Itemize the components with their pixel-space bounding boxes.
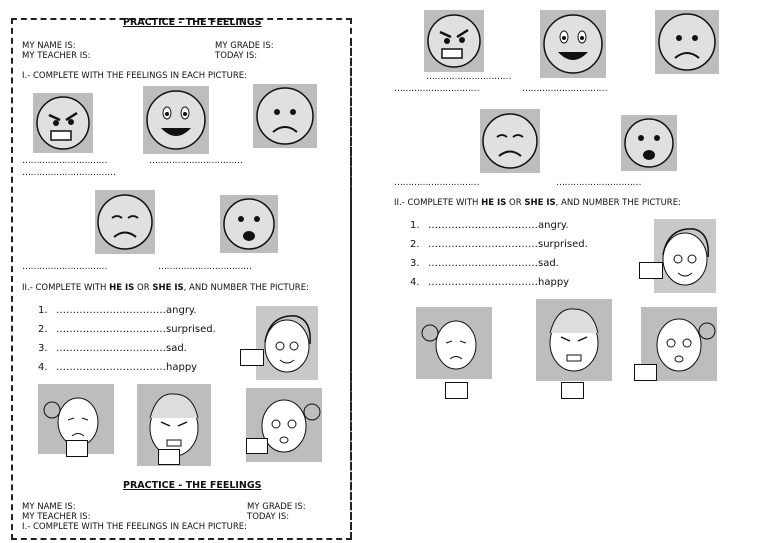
answer-line[interactable]: …………………………… bbox=[56, 305, 166, 316]
answer-line[interactable]: …………………………… bbox=[428, 239, 538, 250]
number-box[interactable] bbox=[561, 382, 584, 399]
number-box[interactable] bbox=[639, 262, 663, 279]
teacher-label: MY TEACHER IS: bbox=[22, 51, 91, 61]
happy-girl-icon bbox=[654, 219, 716, 293]
today-label: TODAY IS: bbox=[247, 512, 290, 522]
happy-face-picture bbox=[540, 10, 606, 78]
teacher-label: MY TEACHER IS: bbox=[22, 512, 91, 522]
angry-face-picture bbox=[33, 93, 93, 153]
answer-line[interactable]: ………………………… bbox=[426, 72, 511, 82]
today-label: TODAY IS: bbox=[215, 51, 258, 61]
answer-line[interactable]: ………………………… bbox=[394, 84, 479, 94]
bottom-worksheet-title: PRACTICE - THE FEELINGS bbox=[123, 480, 262, 491]
sad-face-icon bbox=[480, 109, 540, 173]
surprised-face-icon bbox=[621, 115, 677, 171]
section1-heading: I.- COMPLETE WITH THE FEELINGS IN EACH PICTURE: bbox=[22, 71, 247, 81]
surprised-face-picture bbox=[621, 115, 677, 171]
answer-line[interactable]: …………………………… bbox=[158, 262, 252, 272]
number-box[interactable] bbox=[158, 449, 180, 465]
number-box[interactable] bbox=[246, 438, 268, 454]
surprised-face-picture bbox=[220, 195, 278, 253]
answer-line[interactable]: …………………………… bbox=[56, 362, 166, 373]
name-label: MY NAME IS: bbox=[22, 41, 76, 51]
answer-line[interactable]: ………………………… bbox=[22, 156, 107, 166]
answer-line[interactable]: …………………………… bbox=[428, 277, 538, 288]
section1-heading: I.- COMPLETE WITH THE FEELINGS IN EACH PICTURE: bbox=[22, 522, 247, 532]
exercise-item: 4. ……………………………happy bbox=[410, 277, 570, 288]
angry-face-icon bbox=[33, 93, 93, 153]
answer-line[interactable]: …………………………… bbox=[22, 168, 116, 178]
answer-line[interactable]: ………………………… bbox=[22, 262, 107, 272]
section2-heading: II.- COMPLETE WITH HE IS OR SHE IS, AND NUMBER THE PICTURE: bbox=[394, 198, 681, 208]
angry-face-picture bbox=[424, 10, 484, 72]
sad-face-icon bbox=[655, 10, 719, 74]
answer-line[interactable]: …………………………… bbox=[428, 220, 538, 231]
number-box[interactable] bbox=[634, 364, 657, 381]
exercise-item: 3. ……………………………sad. bbox=[410, 258, 559, 269]
happy-girl-icon bbox=[256, 306, 318, 380]
surprised-face-icon bbox=[220, 195, 278, 253]
grade-label: MY GRADE IS: bbox=[247, 502, 306, 512]
exercise-item: 2. ……………………………surprised. bbox=[410, 239, 588, 250]
angry-face-icon bbox=[424, 10, 484, 72]
exercise-item: 3. ……………………………sad. bbox=[38, 343, 187, 354]
number-box[interactable] bbox=[240, 349, 264, 366]
exercise-item: 4. ……………………………happy bbox=[38, 362, 198, 373]
worksheet-title: PRACTICE - THE FEELINGS bbox=[123, 17, 262, 28]
answer-line[interactable]: ………………………… bbox=[522, 84, 607, 94]
grade-label: MY GRADE IS: bbox=[215, 41, 274, 51]
sad-face-icon bbox=[95, 190, 155, 254]
happy-face-picture bbox=[143, 86, 209, 154]
happy-girl-picture bbox=[256, 306, 318, 380]
sad-face-picture bbox=[480, 109, 540, 173]
happy-girl-picture bbox=[654, 219, 716, 293]
sad-face-picture bbox=[95, 190, 155, 254]
sad-face-icon bbox=[253, 84, 317, 148]
angry-boy-picture bbox=[536, 299, 612, 381]
answer-line[interactable]: …………………………… bbox=[56, 324, 166, 335]
happy-face-icon bbox=[540, 10, 606, 78]
number-box[interactable] bbox=[445, 382, 468, 399]
answer-line[interactable]: …………………………… bbox=[428, 258, 538, 269]
happy-face-icon bbox=[143, 86, 209, 154]
sad-girl-icon bbox=[416, 307, 492, 379]
answer-line[interactable]: …………………………… bbox=[149, 156, 243, 166]
answer-line[interactable]: ………………………… bbox=[394, 178, 479, 188]
answer-line[interactable]: ………………………… bbox=[556, 178, 641, 188]
answer-line[interactable]: …………………………… bbox=[56, 343, 166, 354]
section2-heading: II.- COMPLETE WITH HE IS OR SHE IS, AND NUMBER THE PICTURE: bbox=[22, 283, 309, 293]
sad-face-picture bbox=[253, 84, 317, 148]
name-label: MY NAME IS: bbox=[22, 502, 76, 512]
angry-boy-icon bbox=[536, 299, 612, 381]
exercise-item: 1. ……………………………angry. bbox=[410, 220, 569, 231]
exercise-item: 1. ……………………………angry. bbox=[38, 305, 197, 316]
sad-face-picture bbox=[655, 10, 719, 74]
number-box[interactable] bbox=[66, 440, 88, 457]
sad-girl-picture bbox=[416, 307, 492, 379]
exercise-item: 2. ……………………………surprised. bbox=[38, 324, 216, 335]
